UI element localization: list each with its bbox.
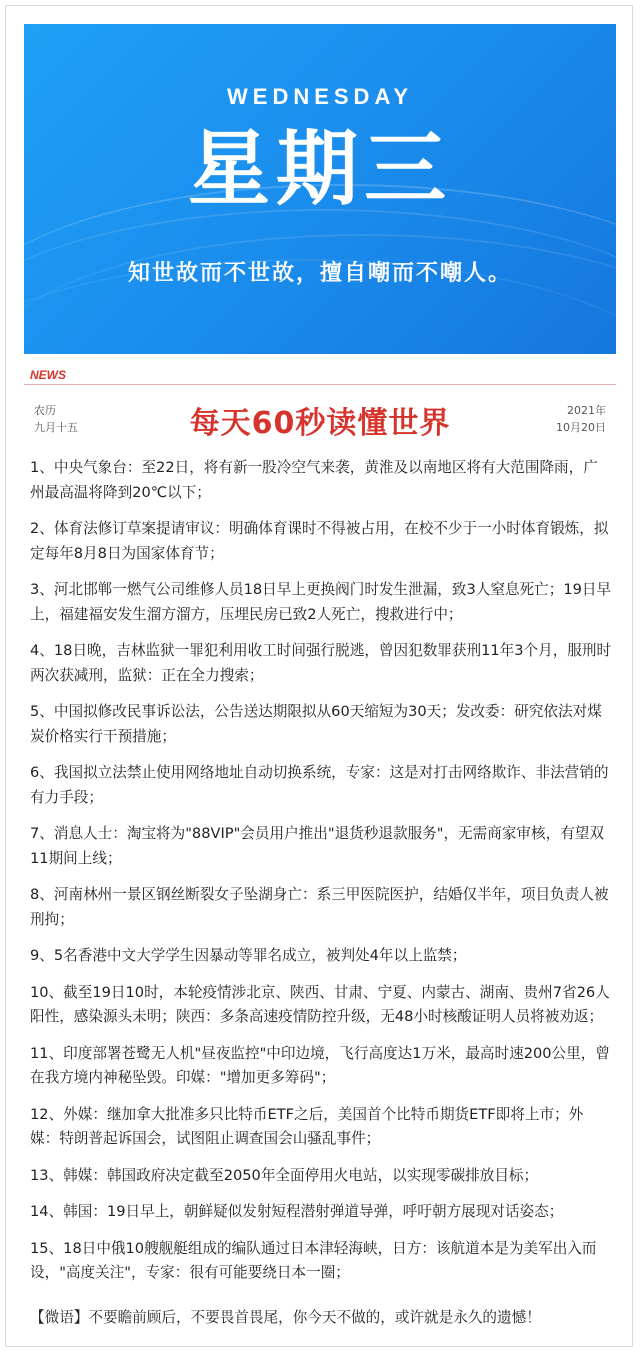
lunar-label: 农历 [34,404,56,417]
news-item: 4、18日晚，吉林监狱一罪犯利用收工时间强行脱逃，曾因犯数罪获刑11年3个月，服刑时两次获减刑，监狱：正在全力搜索； [30,642,612,684]
news-item: 5、中国拟修改民事诉讼法，公告送达期限拟从60天缩短为30天；发改委：研究依法对煤炭价格实行干预措施； [30,703,602,745]
news-item: 1、中央气象台：至22日，将有新一股冷空气来袭，黄淮及以南地区将有大范围降雨，广州最高温将降到20℃以下； [30,459,598,501]
news-item: 2、体育法修订草案提请审议：明确体育课时不得被占用，在校不少于一小时体育锻炼，拟定每年8月8日为国家体育节； [30,520,609,562]
news-item: 14、韩国：19日早上，朝鲜疑似发射短程潜射弹道导弹，呼吁朝方展现对话姿态； [30,1203,564,1220]
news-item: 9、5名香港中文大学学生因暴动等罪名成立，被判处4年以上监禁； [30,947,467,964]
date-month-day: 10月20日 [556,421,606,434]
news-item: 10、截至19日10时，本轮疫情涉北京、陕西、甘肃、宁夏、内蒙古、湖南、贵州7省26人阳性，感染源头未明；陕西：多条高速疫情防控升级，无48小时核酸证明人员将被劝返； [30,983,610,1025]
divider [24,384,616,385]
news-item: 7、消息人士：淘宝将为"88VIP"会员用户推出"退货秒退款服务"，无需商家审核，有望双11期间上线； [30,825,604,867]
news-list [30,456,612,1298]
news-item: 15、18日中俄10艘舰艇组成的编队通过日本津轻海峡，日方：该航道本是为美军出入而设，"高度关注"，专家：很有可能要绕日本一圈； [30,1239,597,1281]
news-item: 12、外媒：继加拿大批准多只比特币ETF之后，美国首个比特币期货ETF即将上市；外媒：特朗普起诉国会，试图阻止调查国会山骚乱事件； [30,1105,584,1147]
news-item: 11、印度部署苍鹭无人机"昼夜监控"中印边境，飞行高度达1万米，最高时速200公里，曾在我方境内神秘坠毁。印媒："增加更多筹码"； [30,1044,610,1086]
lunar-date: 九月十五 [34,421,78,434]
news-tag: NEWS [30,368,66,382]
date-year: 2021年 [567,404,606,417]
banner-motto: 知世故而不世故，擅自嘲而不嘲人。 [127,261,512,286]
weekday-banner [24,24,616,354]
daily-quote: 【微语】不要瞻前顾后，不要畏首畏尾，你今天不做的，或许就是永久的遗憾！ [30,1309,541,1326]
gregorian-date-block [556,402,606,436]
news-item: 6、我国拟立法禁止使用网络地址自动切换系统，专家：这是对打击网络欺诈、非法营销的有力手段； [30,764,609,806]
news-item: 8、河南林州一景区钢丝断裂女子坠湖身亡：系三甲医院医护，结婚仅半年，项目负责人被刑拘； [30,886,609,928]
weekday-english: WEDNESDAY [227,84,413,109]
weekday-chinese: 星期三 [187,122,452,217]
news-item: 3、河北邯郸一燃气公司维修人员18日早上更换阀门时发生泄漏，致3人窒息死亡；19日早上，福建福安发生溜方溜方，压埋民房已致2人死亡，搜救进行中； [30,581,612,623]
page-title: 每天60秒读懂世界 [189,406,451,441]
news-item: 13、韩媒：韩国政府决定截至2050年全面停用火电站，以实现零碳排放目标； [30,1166,539,1184]
